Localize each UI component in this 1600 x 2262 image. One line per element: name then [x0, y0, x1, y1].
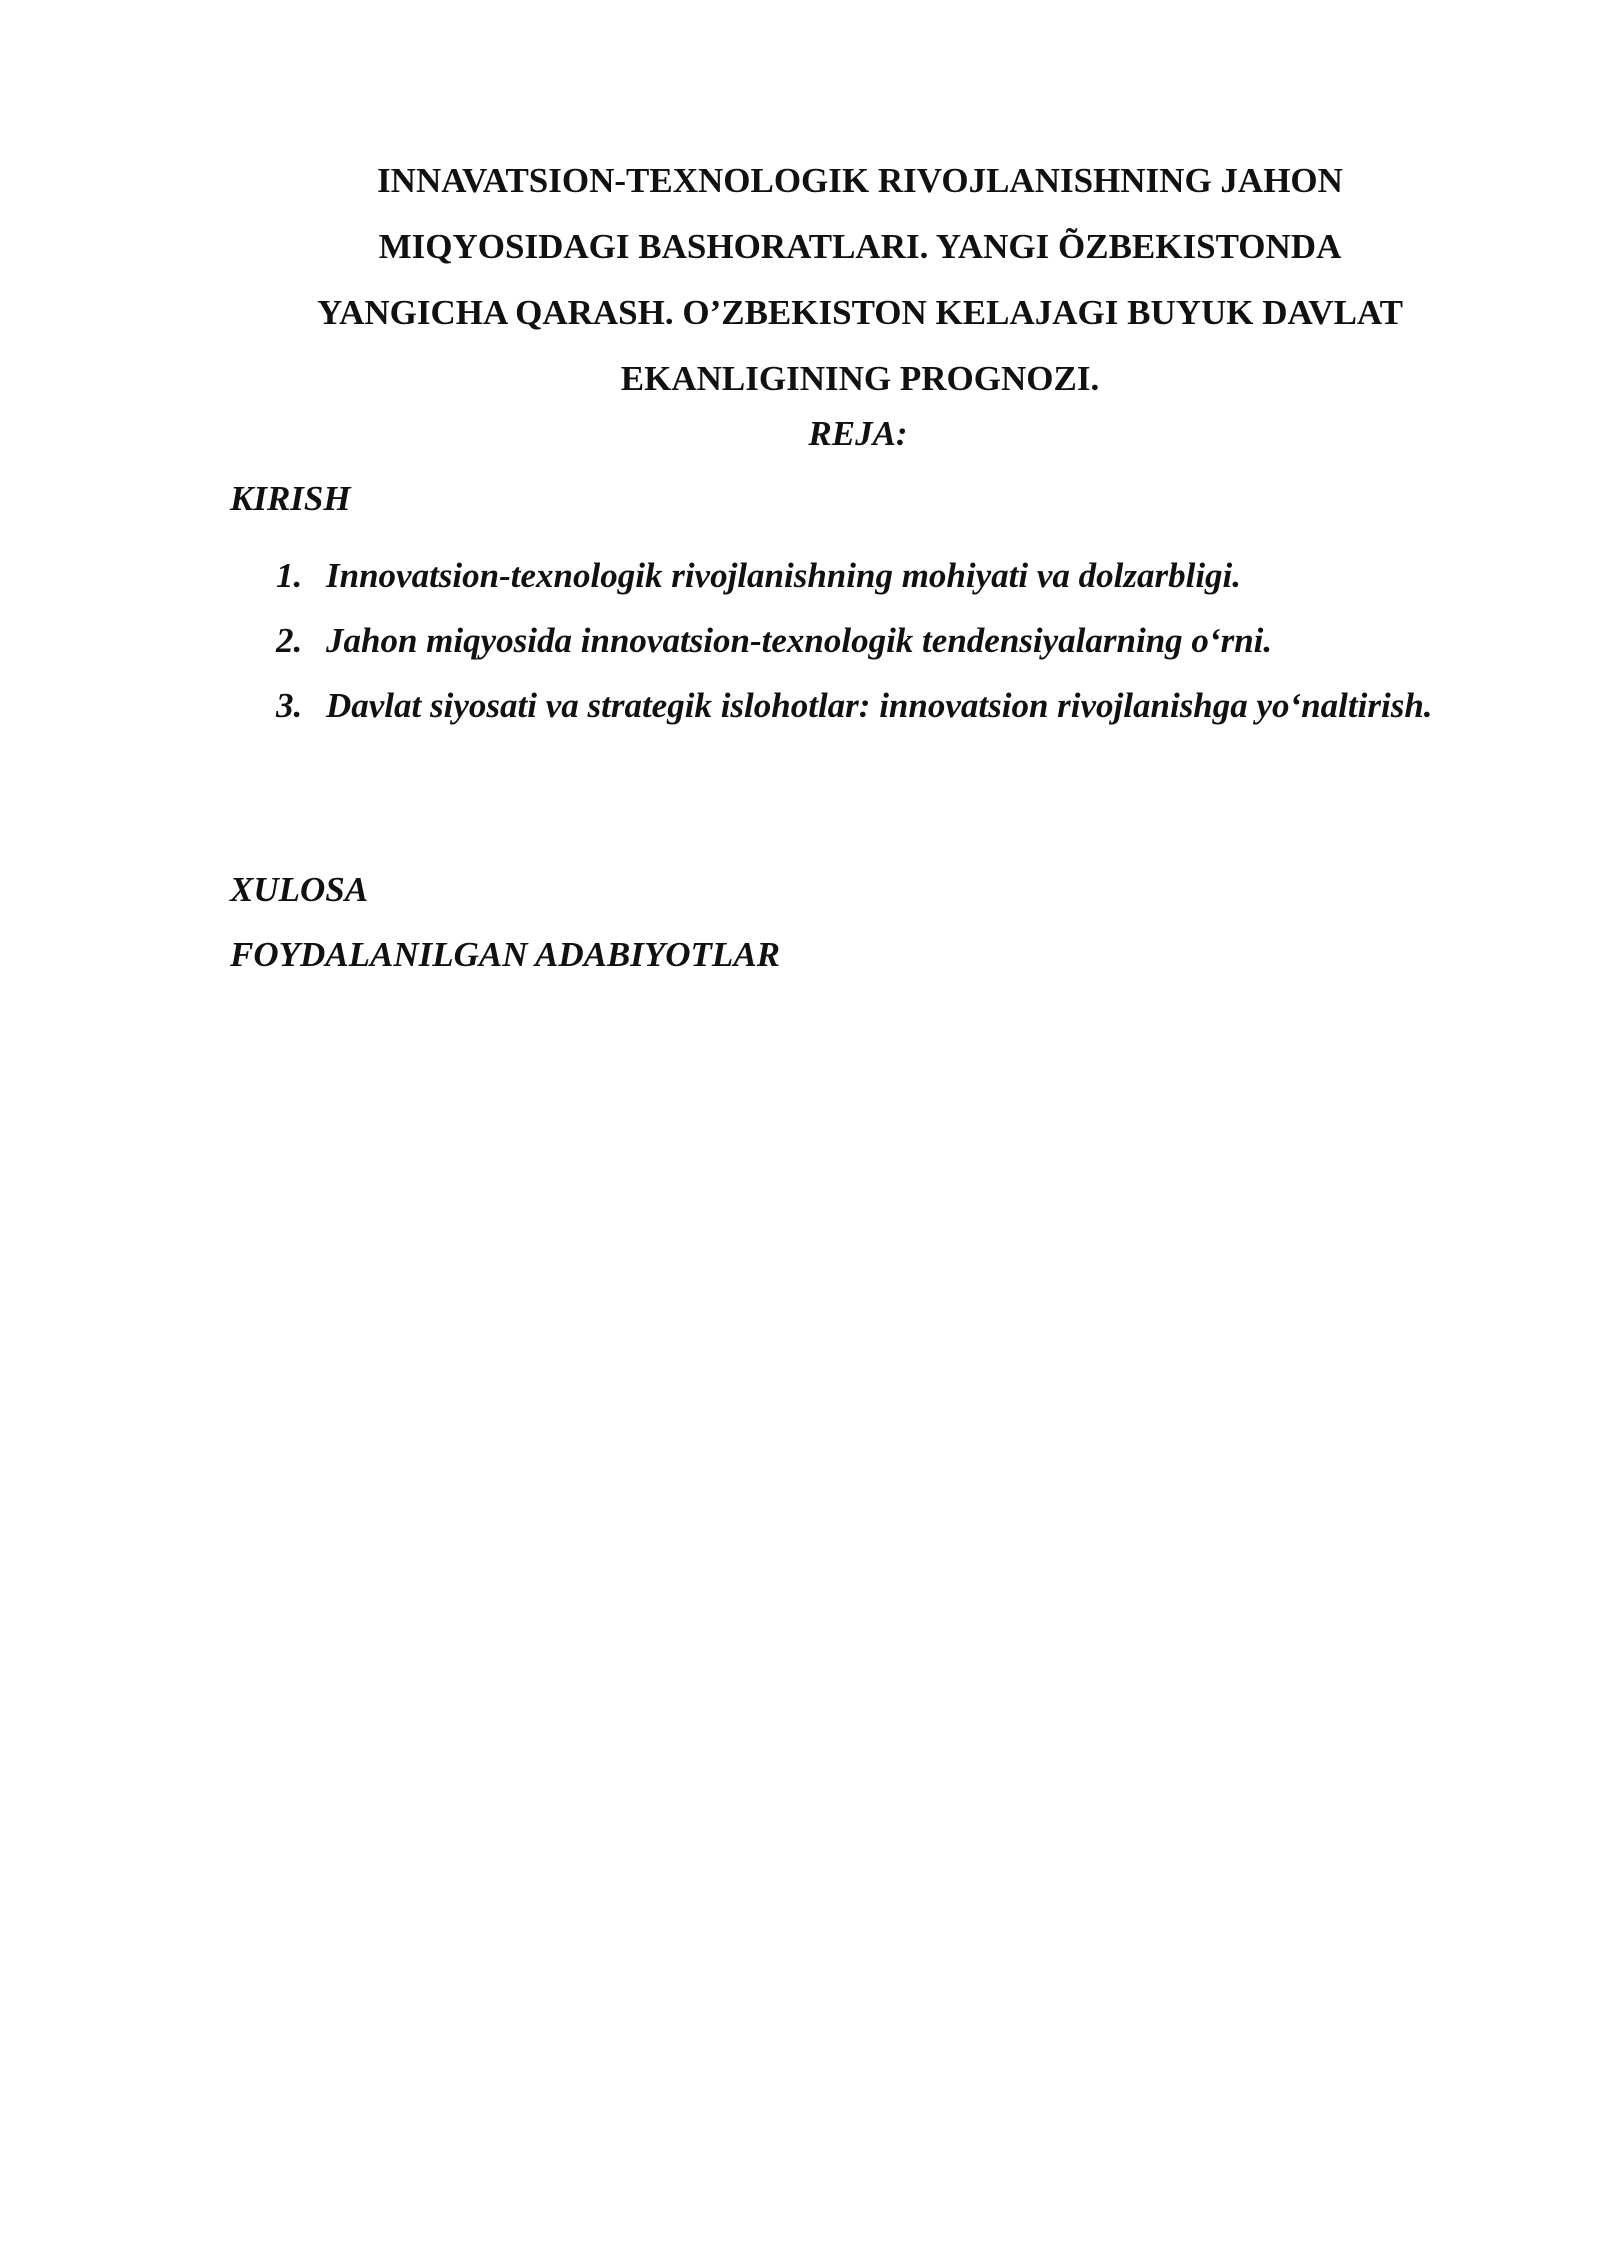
plan-item: [276, 673, 1490, 738]
document-title: [230, 148, 1490, 412]
plan-item: [276, 608, 1490, 673]
plan-item-text: Jahon miqyosida innovatsion-texnologik tendensiyalarning o‘rni.: [326, 621, 1273, 660]
title-line: YANGICHA QARASH. O’ZBEKISTON KELAJAGI BUYUK DAVLAT: [317, 293, 1403, 332]
plan-item-number: 2.: [276, 621, 303, 660]
conclusion-label: XULOSA: [230, 870, 369, 909]
plan-list: [276, 543, 1490, 738]
references-label: FOYDALANILGAN ADABIYOTLAR: [230, 935, 781, 974]
plan-item-number: 1.: [276, 556, 303, 595]
title-line: INNAVATSION-TEXNOLOGIK RIVOJLANISHNING JAHON: [377, 161, 1343, 200]
plan-item-text: Davlat siyosati va strategik islohotlar: innovatsion rivojlanishga yo‘naltirish.: [326, 686, 1433, 725]
plan-item: [276, 543, 1490, 608]
plan-item-number: 3.: [276, 686, 303, 725]
plan-heading: REJA:: [808, 414, 908, 453]
title-line: MIQYOSIDAGI BASHORATLARI. YANGI ÕZBEKISTONDA: [378, 227, 1342, 266]
intro-label: KIRISH: [230, 479, 351, 518]
title-line: EKANLIGINING PROGNOZI.: [620, 359, 1100, 398]
plan-item-text: Innovatsion-texnologik rivojlanishning mohiyati va dolzarbligi.: [326, 556, 1242, 595]
